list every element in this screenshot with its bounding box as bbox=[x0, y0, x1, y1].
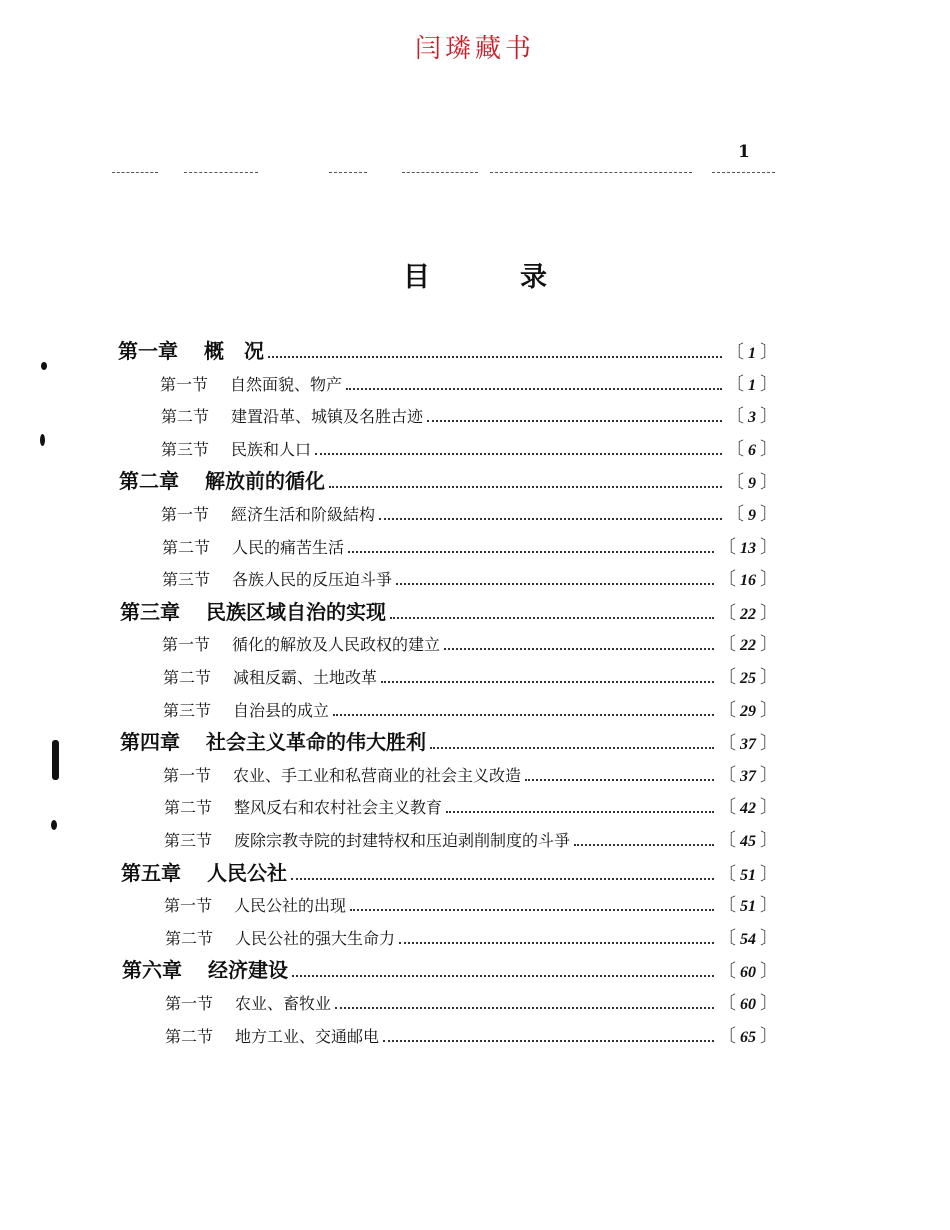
toc-page-value: 16 bbox=[736, 572, 760, 589]
header-rule-6 bbox=[712, 172, 775, 173]
toc-entry-number: 第五章 bbox=[121, 861, 181, 885]
toc-entry-number: 第三节 bbox=[161, 440, 210, 459]
toc-page-value: 22 bbox=[736, 637, 760, 654]
toc-entry-page: 〔 25 〕 bbox=[718, 667, 778, 687]
toc-page-value: 54 bbox=[736, 931, 760, 948]
toc-entry-number: 第一节 bbox=[161, 505, 210, 524]
toc-section-row bbox=[165, 988, 778, 1018]
dot-leader bbox=[383, 1040, 714, 1042]
toc-section-row bbox=[164, 890, 778, 920]
dot-leader bbox=[329, 486, 722, 488]
toc-entry-page: 〔 42 〕 bbox=[718, 797, 778, 817]
toc-entry-page: 〔 1 〕 bbox=[726, 342, 778, 362]
toc-section-row bbox=[163, 760, 778, 790]
toc-entry-page: 〔 37 〕 bbox=[718, 733, 778, 753]
toc-entry-number: 第一节 bbox=[162, 635, 211, 654]
toc-section-row bbox=[162, 564, 778, 594]
header-rule-3 bbox=[329, 172, 367, 173]
toc-entry-title: 减租反霸、土地改革 bbox=[233, 668, 378, 687]
toc-entry-title: 农业、畜牧业 bbox=[235, 994, 332, 1013]
toc-page-value: 1 bbox=[744, 377, 760, 394]
toc-entry-number: 第二节 bbox=[165, 929, 214, 948]
toc-page-value: 3 bbox=[744, 409, 760, 426]
toc-entry-page: 〔 16 〕 bbox=[718, 569, 778, 589]
toc-entry-number: 第一节 bbox=[160, 375, 209, 394]
toc-entry-page: 〔 45 〕 bbox=[718, 830, 778, 850]
dot-leader bbox=[525, 779, 714, 781]
dot-leader bbox=[399, 942, 714, 944]
toc-entry-title: 解放前的循化 bbox=[205, 469, 325, 493]
toc-section-row bbox=[164, 792, 778, 822]
toc-entry-title: 农业、手工业和私营商业的社会主义改造 bbox=[233, 766, 522, 785]
toc-entry-title: 概 况 bbox=[204, 339, 264, 363]
dot-leader bbox=[430, 747, 714, 749]
toc-page-value: 9 bbox=[744, 475, 760, 492]
toc-entry-title: 人民公社的出现 bbox=[234, 896, 347, 915]
toc-entry-number: 第一节 bbox=[164, 896, 213, 915]
dot-leader bbox=[379, 518, 722, 520]
dot-leader bbox=[315, 453, 722, 455]
dot-leader bbox=[446, 811, 714, 813]
toc-entry-page: 〔 51 〕 bbox=[718, 864, 778, 884]
toc-page-value: 13 bbox=[736, 540, 760, 557]
toc-page-value: 51 bbox=[736, 898, 760, 915]
toc-page-value: 29 bbox=[736, 703, 760, 720]
toc-entry-number: 第三章 bbox=[120, 600, 180, 624]
toc-entry-title: 人民的痛苦生活 bbox=[232, 538, 345, 557]
toc-page-value: 51 bbox=[736, 867, 760, 884]
toc-entry-number: 第二节 bbox=[165, 1027, 214, 1046]
toc-entry-page: 〔 60 〕 bbox=[718, 993, 778, 1013]
dot-leader bbox=[268, 356, 722, 358]
header-rule-1 bbox=[112, 172, 158, 173]
toc-section-row bbox=[162, 532, 778, 562]
toc-section-row bbox=[165, 923, 778, 953]
dot-leader bbox=[574, 844, 714, 846]
ink-spot bbox=[40, 434, 45, 446]
toc-entry-page: 〔 9 〕 bbox=[726, 504, 778, 524]
toc-entry-number: 第三节 bbox=[163, 701, 212, 720]
toc-entry-page: 〔 29 〕 bbox=[718, 700, 778, 720]
dot-leader bbox=[292, 975, 714, 977]
toc-entry-page: 〔 3 〕 bbox=[726, 406, 778, 426]
toc-page-value: 9 bbox=[744, 507, 760, 524]
toc-entry-title: 废除宗教寺院的封建特权和压迫剥削制度的斗爭 bbox=[234, 831, 571, 850]
toc-section-row bbox=[164, 825, 778, 855]
dot-leader bbox=[444, 648, 714, 650]
toc-entry-number: 第一节 bbox=[165, 994, 214, 1013]
toc-entry-page: 〔 65 〕 bbox=[718, 1026, 778, 1046]
toc-entry-title: 經济生活和阶級結构 bbox=[231, 505, 376, 524]
toc-page-value: 42 bbox=[736, 800, 760, 817]
toc-entry-number: 第二节 bbox=[161, 407, 210, 426]
toc-entry-title: 民族和人口 bbox=[231, 440, 312, 459]
toc-section-row bbox=[162, 629, 778, 659]
dot-leader bbox=[381, 681, 714, 683]
dot-leader bbox=[427, 420, 722, 422]
toc-section-row bbox=[160, 369, 778, 399]
toc-section-row bbox=[163, 695, 778, 725]
toc-entry-page: 〔 9 〕 bbox=[726, 472, 778, 492]
toc-entry-title: 建置沿革、城镇及名胜古迹 bbox=[231, 407, 424, 426]
toc-section-row bbox=[161, 499, 778, 529]
toc-entry-number: 第六章 bbox=[122, 958, 182, 982]
page-number: 1 bbox=[738, 142, 750, 162]
ink-spot bbox=[41, 362, 47, 370]
dot-leader bbox=[390, 617, 714, 619]
toc-entry-title: 民族区域自治的实现 bbox=[206, 600, 386, 624]
toc-entry-page: 〔 22 〕 bbox=[718, 634, 778, 654]
toc-entry-title: 人民公社的强大生命力 bbox=[235, 929, 396, 948]
collector-stamp: 闫璘藏书 bbox=[414, 34, 535, 64]
toc-page-value: 45 bbox=[736, 833, 760, 850]
toc-entry-title: 自治县的成立 bbox=[233, 701, 330, 720]
dot-leader bbox=[335, 1007, 714, 1009]
toc-entry-number: 第一章 bbox=[118, 339, 178, 363]
toc-entry-page: 〔 22 〕 bbox=[718, 603, 778, 623]
toc-section-row bbox=[165, 1021, 778, 1051]
toc-entry-number: 第一节 bbox=[163, 766, 212, 785]
toc-entry-page: 〔 13 〕 bbox=[718, 537, 778, 557]
toc-entry-number: 第三节 bbox=[162, 570, 211, 589]
toc-entry-number: 第二节 bbox=[164, 798, 213, 817]
dot-leader bbox=[350, 909, 714, 911]
toc-chapter-row bbox=[122, 955, 778, 985]
toc-entry-page: 〔 6 〕 bbox=[726, 439, 778, 459]
toc-entry-number: 第三节 bbox=[164, 831, 213, 850]
toc-entry-number: 第二节 bbox=[162, 538, 211, 557]
toc-entry-title: 社会主义革命的伟大胜利 bbox=[206, 730, 426, 754]
ink-spot bbox=[52, 740, 59, 780]
dot-leader bbox=[396, 583, 714, 585]
dot-leader bbox=[333, 714, 714, 716]
toc-entry-title: 循化的解放及人民政权的建立 bbox=[232, 635, 441, 654]
toc-page-value: 25 bbox=[736, 670, 760, 687]
toc-page-value: 65 bbox=[736, 1029, 760, 1046]
toc-entry-title: 人民公社 bbox=[207, 861, 287, 885]
toc-entry-title: 各族人民的反压迫斗爭 bbox=[232, 570, 393, 589]
toc-entry-title: 自然面貌、物产 bbox=[230, 375, 343, 394]
toc-page-value: 6 bbox=[744, 442, 760, 459]
toc-chapter-row bbox=[120, 597, 778, 627]
toc-page-value: 37 bbox=[736, 768, 760, 785]
toc-chapter-row bbox=[118, 336, 778, 366]
toc-page-value: 60 bbox=[736, 964, 760, 981]
toc-page-value: 22 bbox=[736, 606, 760, 623]
header-rule-2 bbox=[184, 172, 258, 173]
toc-chapter-row bbox=[120, 727, 778, 757]
toc-entry-number: 第二章 bbox=[119, 469, 179, 493]
toc-title: 目录 bbox=[403, 262, 637, 293]
dot-leader bbox=[348, 551, 714, 553]
toc-entry-title: 经济建设 bbox=[208, 958, 288, 982]
toc-page-value: 1 bbox=[744, 345, 760, 362]
toc-chapter-row bbox=[119, 466, 778, 496]
toc-section-row bbox=[161, 434, 778, 464]
dot-leader bbox=[291, 878, 714, 880]
header-rule-5 bbox=[490, 172, 692, 173]
toc-entry-page: 〔 1 〕 bbox=[726, 374, 778, 394]
ink-spot bbox=[51, 820, 57, 830]
toc-page-value: 60 bbox=[736, 996, 760, 1013]
toc-entry-title: 地方工业、交通邮电 bbox=[235, 1027, 380, 1046]
toc-entry-page: 〔 51 〕 bbox=[718, 895, 778, 915]
dot-leader bbox=[346, 388, 722, 390]
toc-page-value: 37 bbox=[736, 736, 760, 753]
toc-entry-page: 〔 54 〕 bbox=[718, 928, 778, 948]
toc-entry-page: 〔 37 〕 bbox=[718, 765, 778, 785]
toc-entry-number: 第二节 bbox=[163, 668, 212, 687]
toc-section-row bbox=[161, 401, 778, 431]
header-rule-4 bbox=[402, 172, 478, 173]
toc-entry-page: 〔 60 〕 bbox=[718, 961, 778, 981]
toc-section-row bbox=[163, 662, 778, 692]
toc-entry-title: 整风反右和农村社会主义教育 bbox=[234, 798, 443, 817]
toc-entry-number: 第四章 bbox=[120, 730, 180, 754]
toc-chapter-row bbox=[121, 858, 778, 888]
